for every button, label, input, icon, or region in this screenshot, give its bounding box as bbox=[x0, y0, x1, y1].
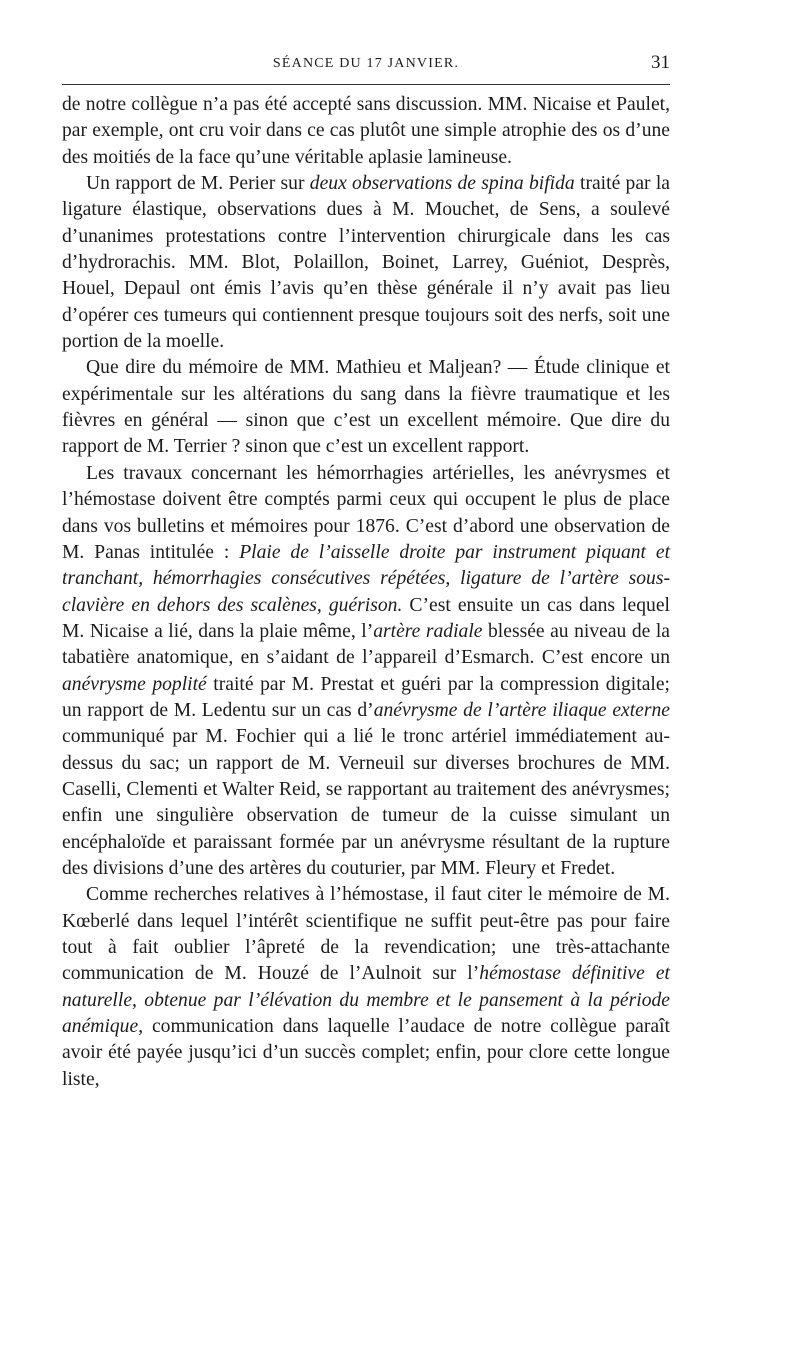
running-header bbox=[62, 50, 670, 80]
paragraph bbox=[62, 171, 670, 355]
italic-run: anévrysme de l’artère iliaque externe bbox=[373, 699, 670, 721]
italic-run: deux observations de spina bifida bbox=[309, 173, 575, 195]
paragraph bbox=[62, 355, 670, 460]
text-run: Que dire du mémoire de MM. Mathieu et Maljean? — Étude clinique et expérimentale sur les altérations du sang dans la fièvre traumatique et les fièvres en général — sinon que c’est un excellent mémoire. Que dire du rapport de M. Terrier ? sinon que c’est un excellent rapport. bbox=[62, 357, 670, 458]
text-run: Comme recherches relatives à l’hémostase, il faut citer le mémoire de M. Kœberlé dans lequel l’intérêt scientifique ne suffit peut-être pas pour faire tout à fait oublier l’âpreté de la revendication; une très-attachante communication de M. Houzé de l’Aulnoit sur l’ bbox=[62, 884, 670, 985]
paragraph bbox=[62, 461, 670, 883]
text-run: traité par la ligature élastique, observations dues à M. Mouchet, de Sens, a soulevé d’unanimes protestations contre l’intervention chirurgicale dans les cas d’hydrorachis. MM. Blot, Polaillon, Boinet, Larrey, Guéniot, Desprès, Houel, Depaul ont émis l’avis qu’en thèse générale il n’y avait pas lieu d’opérer ces tumeurs qui contiennent presque toujours soit des nerfs, soit une portion de la moelle. bbox=[62, 173, 670, 353]
italic-run: artère radiale bbox=[373, 620, 483, 642]
text-run: blessée au niveau de la tabatière anatomique, en s’aidant de l’appareil d’Esmarch. C’est encore un bbox=[62, 620, 670, 669]
paragraph bbox=[62, 92, 670, 171]
body-text bbox=[62, 92, 670, 1093]
text-run: C’est ensuite un cas dans lequel M. Nicaise a lié, dans la plaie même, l’ bbox=[62, 594, 670, 642]
italic-run: hémostase définitive et naturelle, obtenue par l’élévation du membre et le pansement à la période anémique bbox=[62, 963, 670, 1038]
italic-run: anévrysme poplité bbox=[62, 673, 207, 695]
page-number: 31 bbox=[651, 52, 670, 73]
paragraph bbox=[62, 882, 670, 1093]
text-run: , communication dans laquelle l’audace de notre collègue paraît avoir été payée jusqu’ici d’un succès complet; enfin, pour clore cette longue liste, bbox=[62, 1016, 670, 1090]
text-run: Les travaux concernant les hémorrhagies artérielles, les anévrysmes et l’hémostase doivent être comptés parmi ceux qui occupent le plus de place dans vos bulletins et mémoires pour 1876. C’est d’abord une observation de M. Panas intitulée : bbox=[62, 462, 670, 563]
running-title: SÉANCE DU 17 JANVIER. bbox=[272, 56, 460, 71]
italic-run: Plaie de l’aisselle droite par instrument piquant et tranchant, hémorrhagies consécutives répétées, ligature de l’artère sous-clavière en dehors des scalènes, guérison. bbox=[62, 541, 671, 616]
text-run: communiqué par M. Fochier qui a lié le tronc artériel immédiatement au-dessus du sac; un rapport de M. Verneuil sur diverses brochures de MM. Caselli, Clementi et Walter Reid, se rapportant au traitement des anévrysmes; enfin une singulière observation de tumeur de la cuisse simulant un encéphaloïde et paraissant formée par un anévrysme résultant de la rupture des divisions d’une des artères du couturier, par MM. Fleury et Fredet. bbox=[62, 726, 670, 879]
header-rule bbox=[62, 84, 670, 85]
text-run: traité par M. Prestat et guéri par la compression digitale; un rapport de M. Ledentu sur un cas d’ bbox=[62, 673, 670, 721]
text-run: Un rapport de M. Perier sur bbox=[86, 173, 310, 195]
text-run: de notre collègue n’a pas été accepté sans discussion. MM. Nicaise et Paulet, par exemple, ont cru voir dans ce cas plutôt une simple atrophie des os d’une des moitiés de la face qu’une véritable aplasie lamineuse. bbox=[62, 94, 670, 168]
